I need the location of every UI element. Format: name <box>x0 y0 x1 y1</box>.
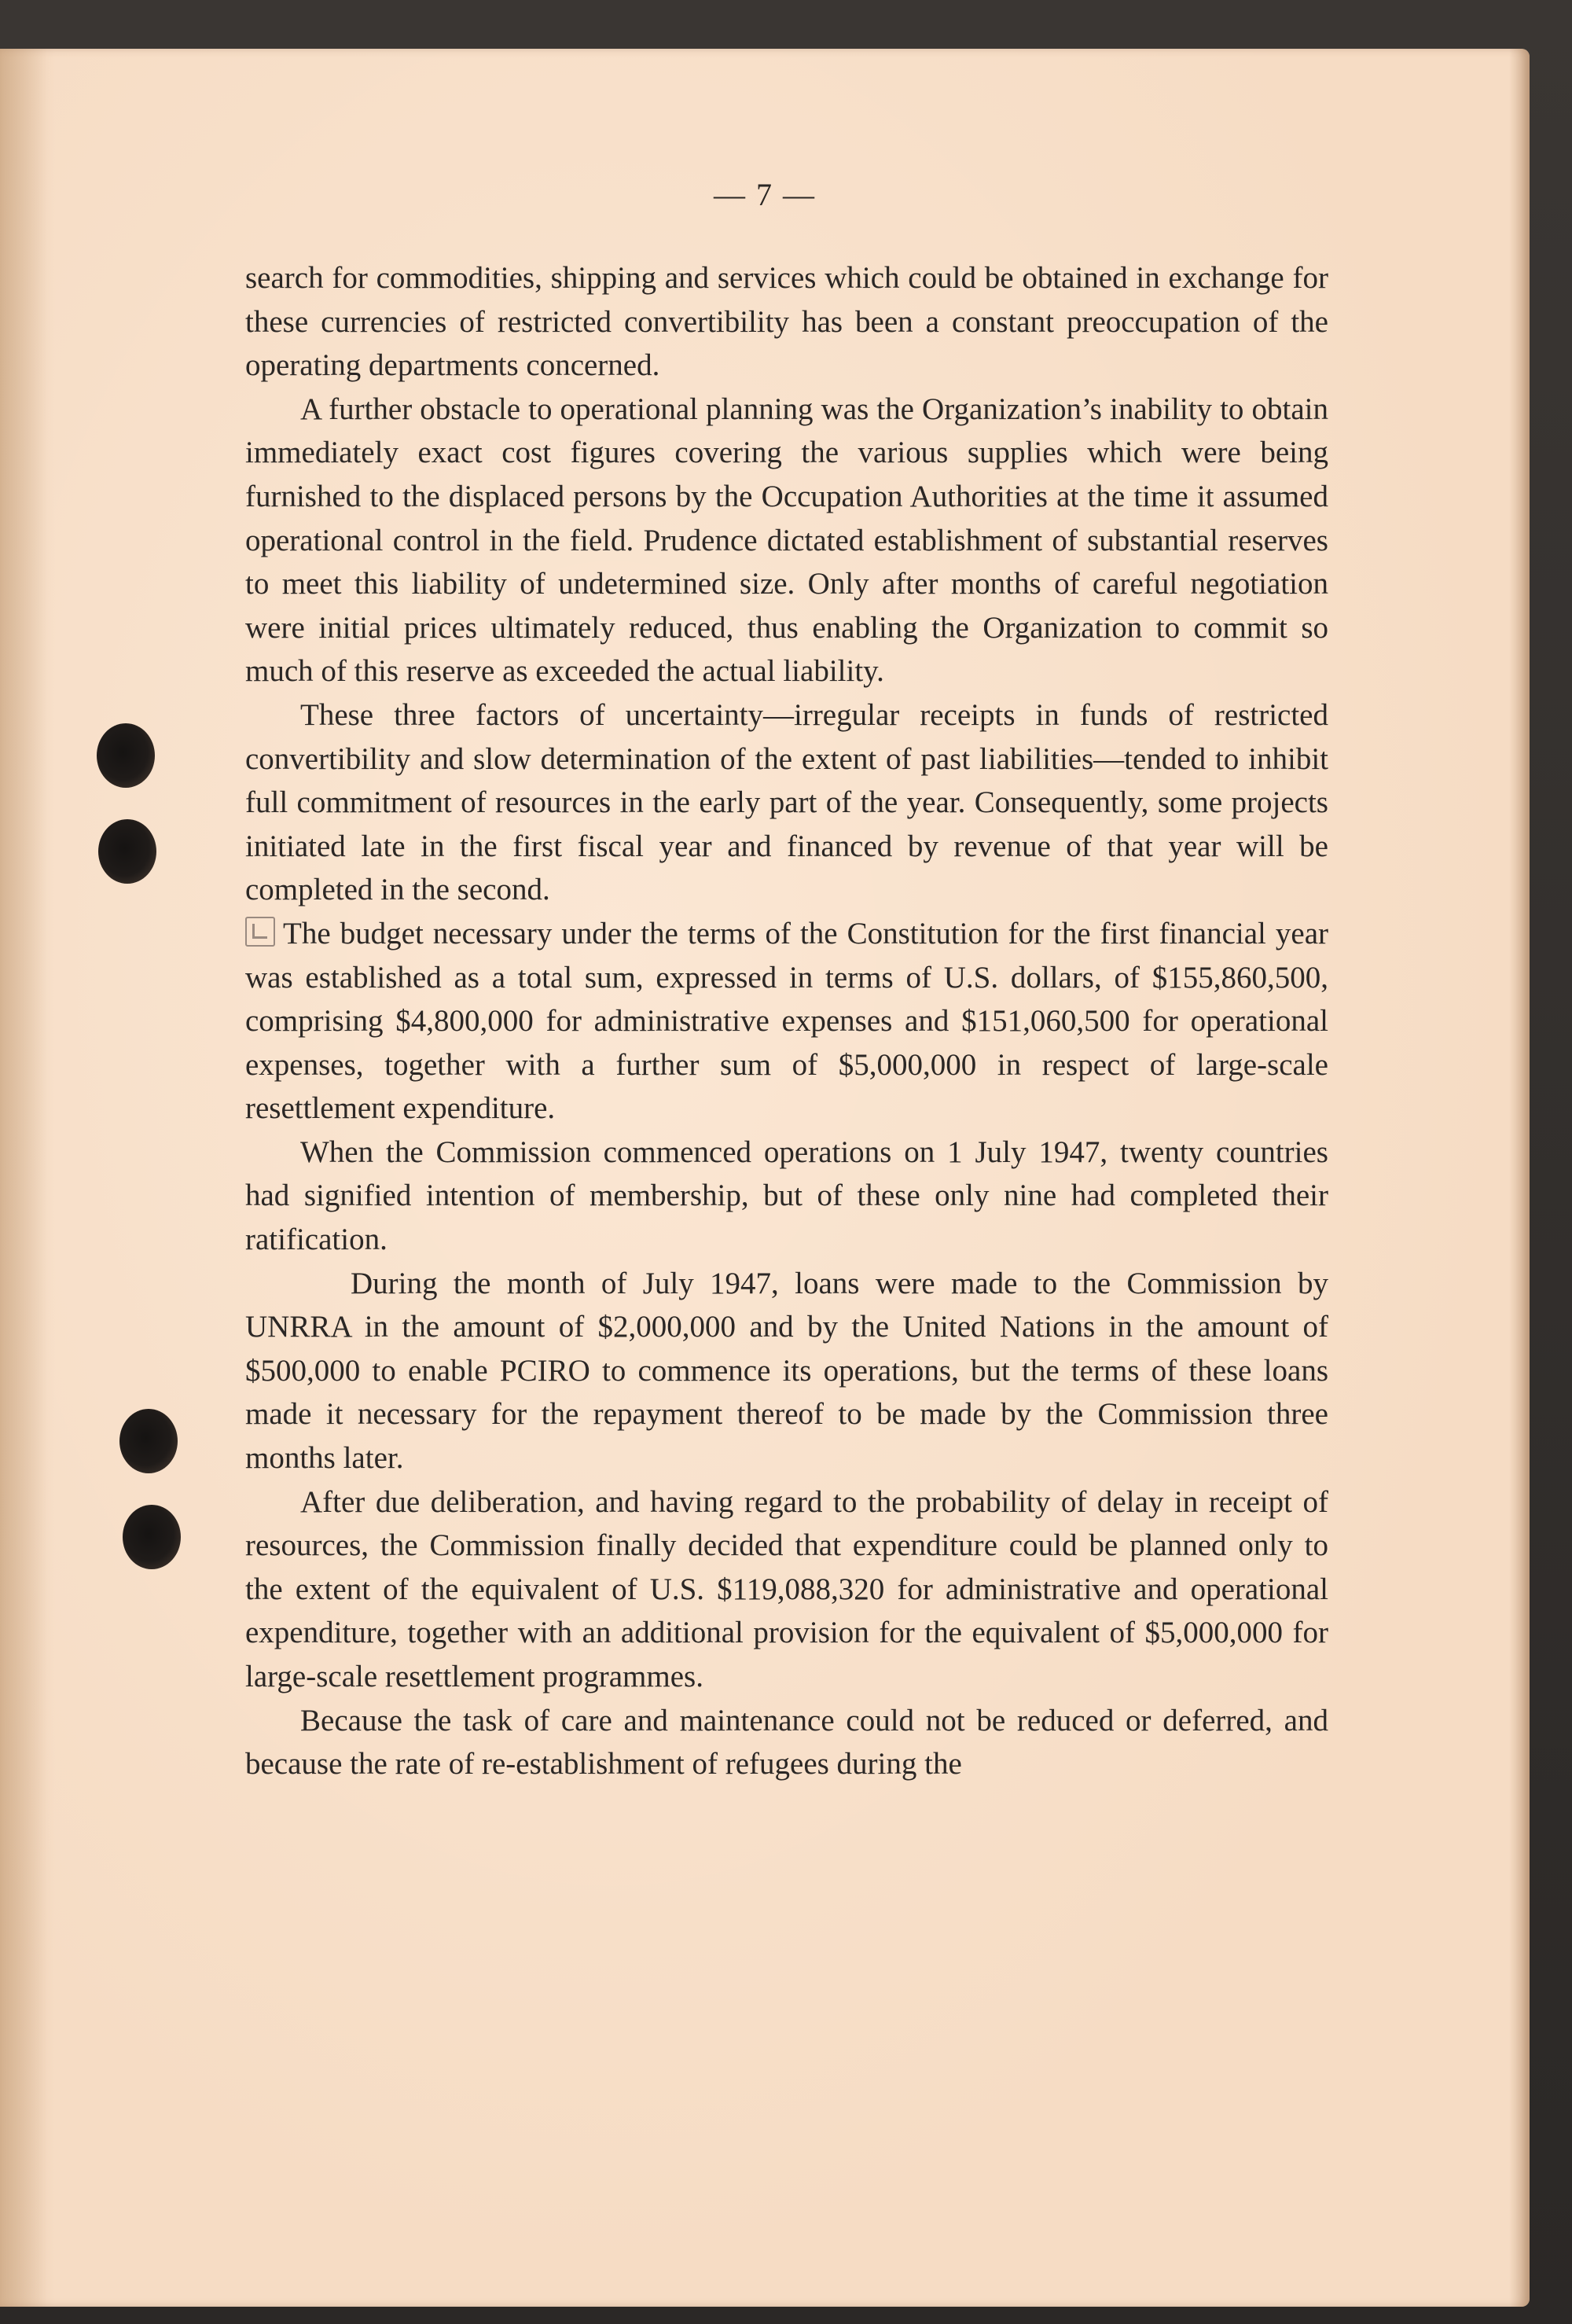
document-body <box>245 256 1328 1786</box>
binder-hole-1 <box>97 723 155 788</box>
paragraph-continuation: search for commodities, shipping and services which could be obtained in exchange for these currencies of restricted convertibility has been a constant preoccupation of the operating departments concerned. <box>245 261 1328 383</box>
page-number: — 7 — <box>714 177 816 212</box>
stamp-mark-icon <box>245 917 275 947</box>
paragraph <box>245 912 1328 1131</box>
paragraph: Because the task of care and maintenance could not be reduced or deferred, and because the rate of re-establishment of refugees during the <box>245 1703 1328 1782</box>
binder-hole-4 <box>123 1505 181 1569</box>
binder-hole-2 <box>98 819 156 884</box>
paragraph: A further obstacle to operational planning was the Organization’s inability to obtain immediately exact cost figures covering the various supplies which were being furnished to the displaced persons by the Occupation Authorities at the time it assumed operational control in the field. Prudence dictated establishment of substantial reserves to meet this liability of undetermined size. Only after months of careful negotiation were initial prices ultimately reduced, thus enabling the Organization to commit so much of this reserve as exceeded the actual liability. <box>245 392 1328 689</box>
paragraph: During the month of July 1947, loans were made to the Commission by UNRRA in the amount of $2,000,000 and by the United Nations in the amount of $500,000 to enable PCIRO to commence its operations, but the terms of these loans made it necessary for the repayment thereof to be made by the Commission three months later. <box>245 1266 1328 1476</box>
binder-hole-3 <box>119 1409 178 1473</box>
paragraph: These three factors of uncertainty—irregular receipts in funds of restricted convertibility and slow determination of the extent of past liabilities—tended to inhibit full commitment of resources in the early part of the year. Consequently, some projects initiated late in the first fiscal year and financed by revenue of that year will be completed in the second. <box>245 697 1328 907</box>
paragraph: When the Commission commenced operations on 1 July 1947, twenty countries had signified intention of membership, but of these only nine had completed their ratification. <box>245 1134 1328 1257</box>
paragraph-text: The budget necessary under the terms of the Constitution for the first financial year was established as a total sum, expressed in terms of U.S. dollars, of $155,860,500, comprising $4,800,000 for administrative expenses and $151,060,500 for operational expenses, together with a further sum of $5,000,000 in respect of large-scale resettlement expenditure. <box>245 916 1328 1126</box>
paragraph: After due deliberation, and having regard to the probability of delay in receipt of resources, the Commission finally decided that expenditure could be planned only to the extent of the equivalent of U.S. $119,088,320 for administrative and operational expenditure, together with an additional provision for the equivalent of $5,000,000 for large-scale resettlement programmes. <box>245 1484 1328 1693</box>
